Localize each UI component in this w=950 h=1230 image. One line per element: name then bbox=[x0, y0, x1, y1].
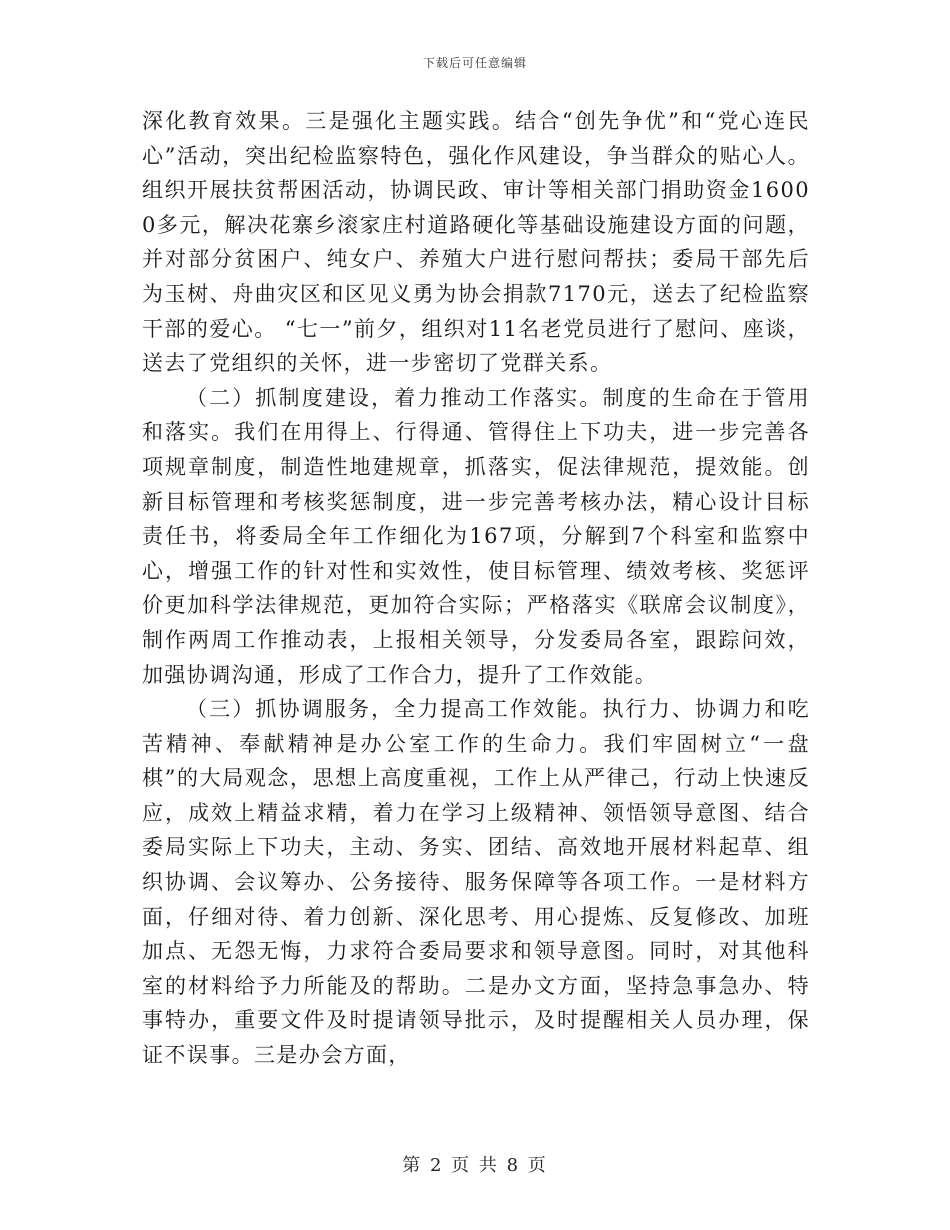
paragraph-system-building: （二）抓制度建设，着力推动工作落实。制度的生命在于管用和落实。我们在用得上、行得通、管得住上下功夫，进一步完善各项规章制度，制造性地建规章，抓落实，促法律规范，提效能。创新目标管理和考核奖惩制度，进一步完善考核办法，精心设计目标责任书，将委局全年工作细化为167项，分解到7个科室和监察中心，增强工作的针对性和实效性，使目标管理、绩效考核、奖惩评价更加科学法律规范，更加符合实际；严格落实《联席会议制度》，制作两周工作推动表，上报相关领导，分发委局各室，跟踪问效，加强协调沟通，形成了工作合力，提升了工作效能。 bbox=[142, 385, 810, 687]
paragraph-coordination-service: （三）抓协调服务，全力提高工作效能。执行力、协调力和吃苦精神、奉献精神是办公室工作的生命力。我们牢固树立“一盘棋”的大局观念，思想上高度重视，工作上从严律己，行动上快速反应，成效上精益求精，着力在学习上级精神、领悟领导意图、结合委局实际上下功夫，主动、务实、团结、高效地开展材料起草、组织协调、会议筹办、公务接待、服务保障等各项工作。一是材料方面，仔细对待、着力创新、深化思考、用心提炼、反复修改、加班加点、无怨无悔，力求符合委局要求和领导意图。同时，对其他科室的材料给予力所能及的帮助。二是办文方面，坚持急事急办、特事特办，重要文件及时提请领导批示，及时提醒相关人员办理，保证不误事。三是办会方面， bbox=[142, 697, 810, 1068]
page-header: 下载后可任意编辑 bbox=[422, 56, 527, 70]
paragraph-continuation: 深化教育效果。三是强化主题实践。结合“创先争优”和“党心连民心”活动，突出纪检监察特色，强化作风建设，争当群众的贴心人。组织开展扶贫帮困活动，协调民政、审计等相关部门捐助资金16000多元，解决花寨乡滚家庄村道路硬化等基础设施建设方面的问题，并对部分贫困户、纯女户、养殖大户进行慰问帮扶；委局干部先后为玉树、舟曲灾区和区见义勇为协会捐款7170元，送去了纪检监察干部的爱心。 “七一”前夕，组织对11名老党员进行了慰问、座谈，送去了党组织的关怀，进一步密切了党群关系。 bbox=[142, 109, 810, 376]
page-number-footer: 第 2 页 共 8 页 bbox=[402, 1155, 548, 1176]
document-body bbox=[142, 104, 810, 1073]
